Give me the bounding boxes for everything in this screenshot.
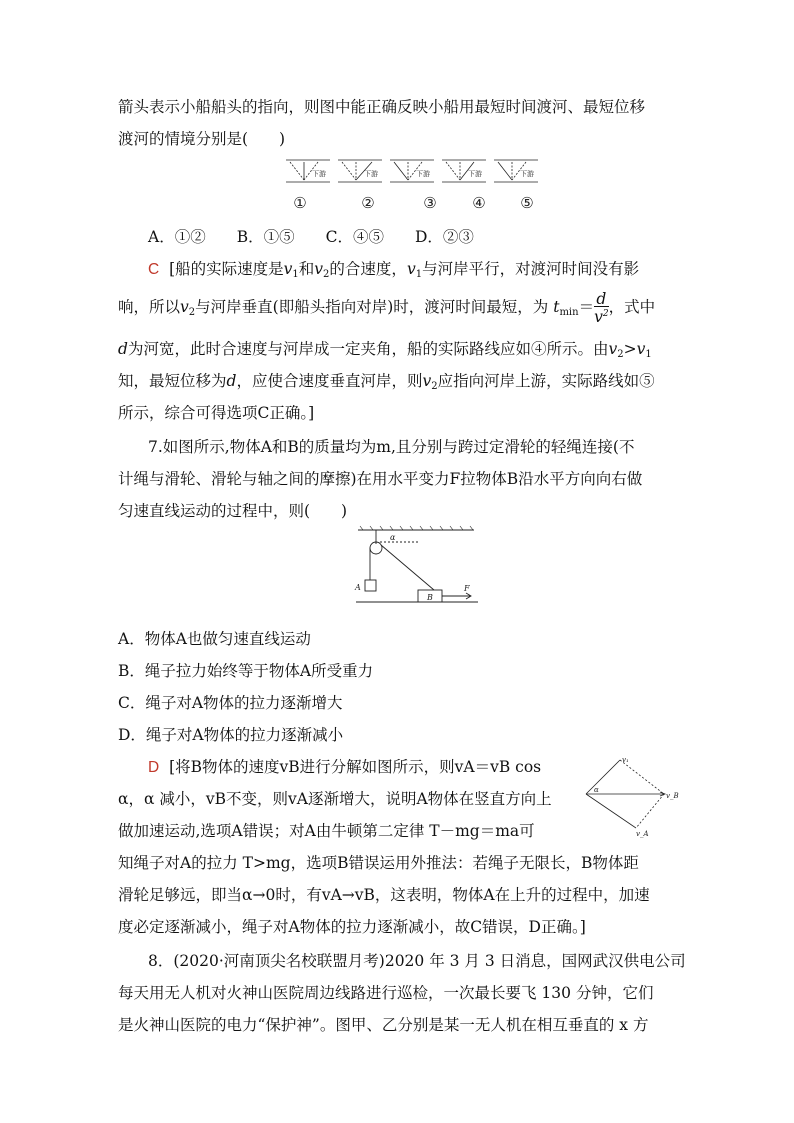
q7-stem-line3: 匀速直线运动的过程中，则( ) xyxy=(118,502,348,520)
q7-option-a: A．物体A也做匀速直线运动 xyxy=(118,630,311,648)
angle-alpha-label: α xyxy=(390,533,396,542)
figure-label-2: ② xyxy=(361,194,375,212)
vector-vb-label: v_B xyxy=(666,792,679,800)
river-downstream-label: 下游 xyxy=(364,170,378,178)
answer-letter: C xyxy=(148,261,160,278)
q7-pulley-figure xyxy=(350,524,482,608)
q6-explanation-line2: 响，所以$v_2$与河岸垂直(即船头指向对岸)时，渡河时间最短，为 $t_{min}=$ $\frac{d}{v^2}$ ，式中 xyxy=(118,290,656,327)
q8-stem-line2: 每天用无人机对火神山医院周边线路进行巡检，一次最长要飞 130 分钟，它们 xyxy=(118,984,654,1002)
q6-river-figure xyxy=(282,156,544,212)
q6-stem-line2: 渡河的情境分别是( ) xyxy=(118,130,286,148)
q8-stem-line1: 8．(2020·河南顶尖名校联盟月考)2020 年 3 月 3 日消息，国网武汉供电公司 xyxy=(148,952,686,970)
q7-explanation-line1: D [将B物体的速度vB进行分解如图所示，则vA＝vB cos xyxy=(148,758,542,776)
q7-stem-line1: 7.如图所示,物体A和B的质量均为m,且分别与跨过定滑轮的轻绳连接(不 xyxy=(148,438,635,456)
q6-stem-line1: 箭头表示小船船头的指向，则图中能正确反映小船用最短时间渡河、最短位移 xyxy=(118,98,646,116)
tmin-fraction: $\frac{d}{v^2}$ xyxy=(594,290,609,327)
figure-label-3: ③ xyxy=(423,194,437,212)
q7-option-b: B．绳子拉力始终等于物体A所受重力 xyxy=(118,662,374,680)
q6-explanation-line4: 知，最短位移为d，应使合速度垂直河岸，则$v_2$应指向河岸上游，实际路线如⑤ xyxy=(118,372,655,392)
vector-alpha-label: α xyxy=(594,786,599,794)
q7-explanation-line2: α，α 减小，vB不变，则vA逐渐增大，说明A物体在竖直方向上 xyxy=(118,790,552,808)
q7-option-d: D．绳子对A物体的拉力逐渐减小 xyxy=(118,726,344,744)
figure-label-5: ⑤ xyxy=(520,194,534,212)
q6-explanation-line1: C [船的实际速度是$v_1$和$v_2$的合速度，$v_1$与河岸平行，对渡河时间没有影 xyxy=(148,260,640,280)
q7-explanation-line4: 知绳子对A的拉力 T>mg，选项B错误运用外推法：若绳子无限长，B物体距 xyxy=(118,854,639,872)
q6-explanation-line3: d为河宽，此时合速度与河岸成一定夹角，船的实际路线应如④所示。由$v_2>v_1$ xyxy=(118,340,652,360)
answer-letter: D xyxy=(148,759,160,776)
block-b-label: B xyxy=(427,593,433,602)
figure-label-4: ④ xyxy=(472,194,486,212)
q7-option-c: C．绳子对A物体的拉力逐渐增大 xyxy=(118,694,343,712)
river-downstream-label: 下游 xyxy=(312,170,326,178)
vector-va-label: v_A xyxy=(636,830,649,838)
q7-explanation-line5: 滑轮足够远，即当α→0时，有vA→vB，这表明，物体A在上升的过程中，加速 xyxy=(118,886,650,904)
q7-explanation-line3: 做加速运动,选项A错误；对A由牛顿第二定律 T－mg＝ma可 xyxy=(118,822,535,840)
river-downstream-label: 下游 xyxy=(520,170,534,178)
q6-options: A．①② B．①⑤ C．④⑤ D．②③ xyxy=(148,228,474,246)
force-f-label: F xyxy=(464,584,470,593)
river-downstream-label: 下游 xyxy=(416,170,430,178)
q7-vector-figure xyxy=(580,754,690,838)
river-downstream-label: 下游 xyxy=(468,170,482,178)
block-a-label: A xyxy=(355,583,361,592)
q6-explanation-line5: 所示，综合可得选项C正确。] xyxy=(118,404,315,422)
vector-v1-label: v₁ xyxy=(622,756,629,764)
q7-stem-line2: 计绳与滑轮、滑轮与轴之间的摩擦)在用水平变力F拉物体B沿水平方向向右做 xyxy=(118,470,643,488)
q7-explanation-line6: 度必定逐渐减小，绳子对A物体的拉力逐渐减小，故C错误，D正确。] xyxy=(118,918,586,936)
figure-label-1: ① xyxy=(293,194,307,212)
q8-stem-line3: 是火神山医院的电力“保护神”。图甲、乙分别是某一无人机在相互垂直的 x 方 xyxy=(118,1016,649,1034)
